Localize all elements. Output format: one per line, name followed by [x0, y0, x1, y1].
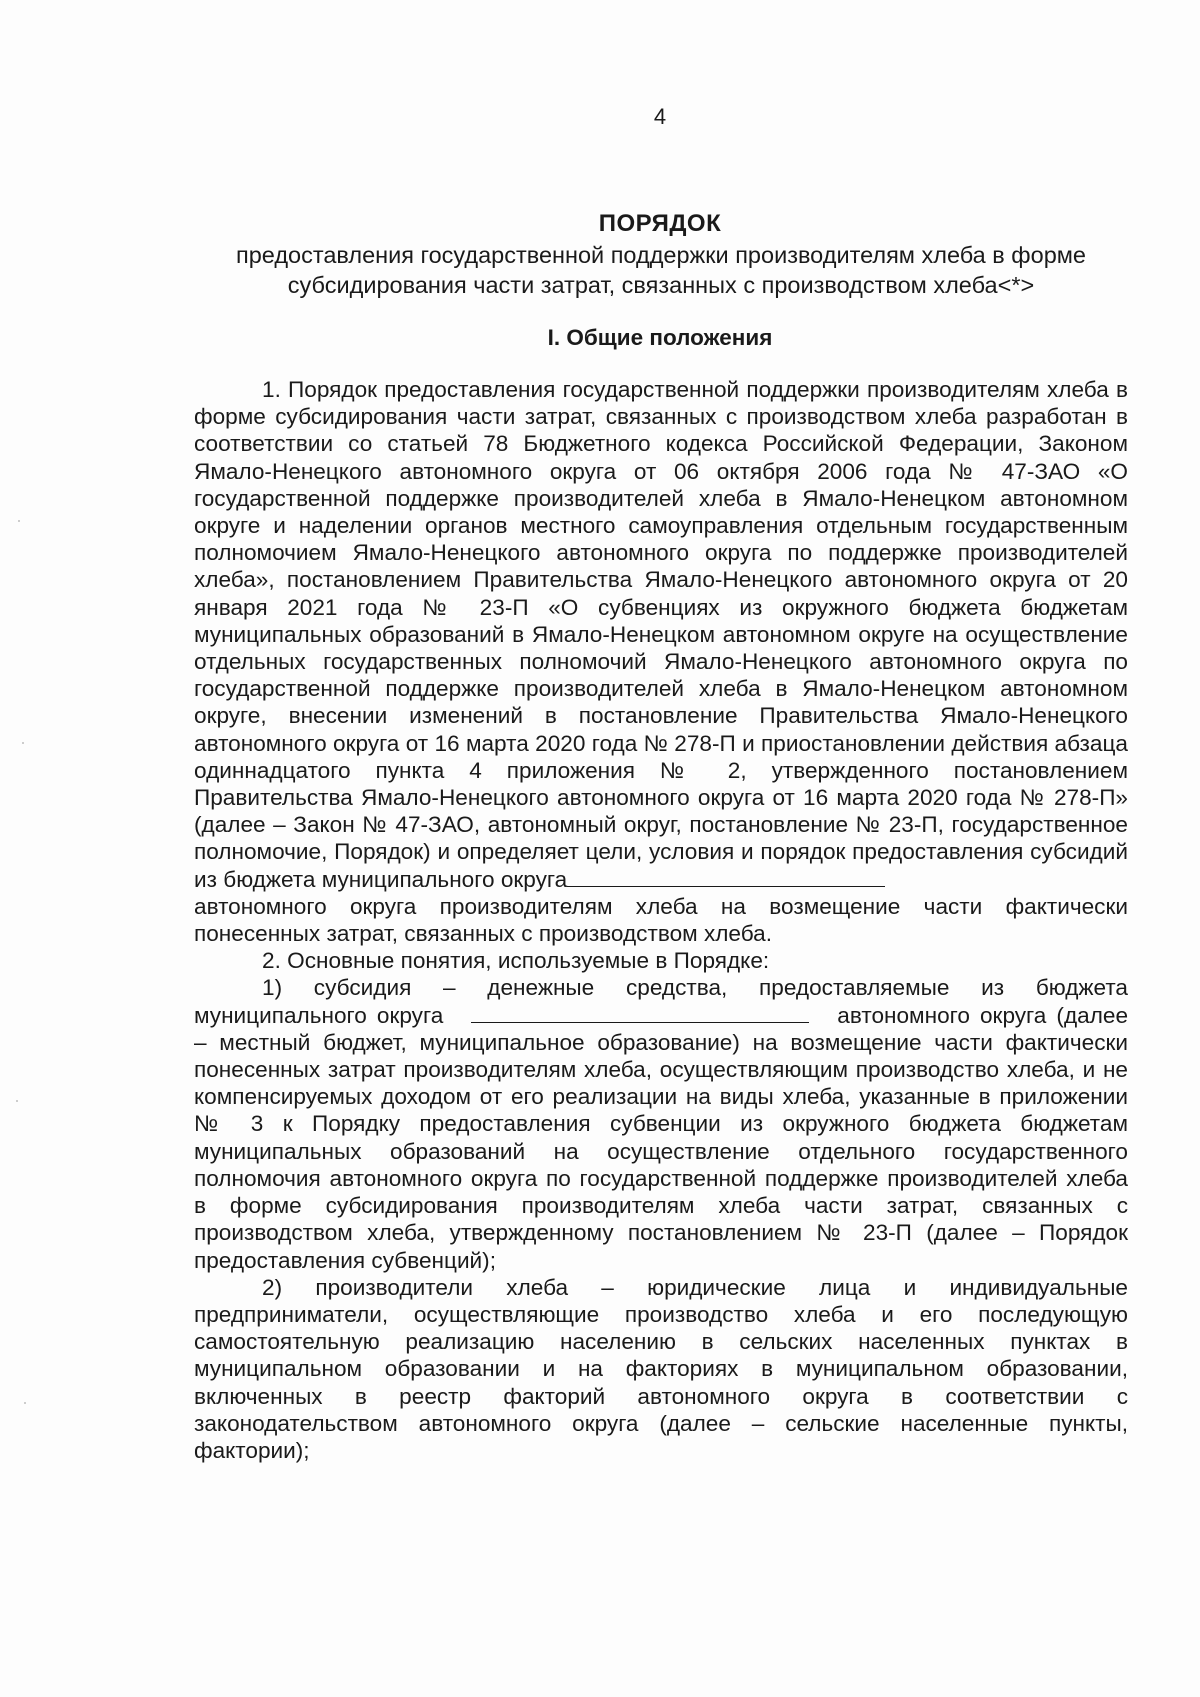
scan-speck [22, 742, 24, 744]
paragraph-3 [194, 974, 1128, 1273]
scan-speck [16, 1100, 18, 1102]
blank-line [567, 868, 885, 887]
section-heading: I. Общие положения [547, 325, 773, 350]
scan-speck [24, 1402, 26, 1404]
paragraph-3-continuation: автономного округа (далее – местный бюджет, муниципальное образование) на возмещение части фактически понесенных затрат производителям хлеба, осуществляющим производство хлеба, и не компенсируемых доходом от его реализации на виды хлеба, указанные в приложении № 3 к Порядку предоставления субвенции из окружного бюджета бюджетам муниципальных образований на осуществление отдельного государственного полномочия автономного округа по государственной поддержке производителей хлеба в форме субсидирования производителям хлеба части затрат, связанных с производством хлеба, утвержденному постановлением № 23-П (далее – Порядок предоставления субвенций); [194, 1002, 1129, 1273]
page-number: 4 [653, 104, 667, 129]
document-title: ПОРЯДОК [598, 210, 722, 237]
document-body [194, 376, 1128, 1464]
paragraph-2: 2. Основные понятия, используемые в Порядке: [262, 948, 770, 974]
paragraph-3-text: 1) субсидия – денежные средства, предоставляемые из бюджета муниципального округа [194, 975, 1128, 1028]
paragraph-1-text: 1. Порядок предоставления государственной поддержки производителям хлеба в форме субсидирования части затрат, связанных с производством хлеба разработан в соответствии со статьей 78 Бюджетного кодекса Российской Федерации, Законом Ямало-Ненецкого автономного округа от 06 октября 2006 года № 47-ЗАО «О государственной поддержке производителей хлеба в Ямало-Ненецком автономном округе и наделении органов местного самоуправления отдельным государственным полномочием Ямало-Ненецкого автономного округа по поддержке производителей хлеба», постановлением Правительства Ямало-Ненецкого автономного округа от 20 января 2021 года № 23-П «О субвенциях из окружного бюджета бюджетам муниципальных образований в Ямало-Ненецком автономном округе на осуществление отдельных государственных полномочий Ямало-Ненецкого автономного округа по государственной поддержке производителей хлеба в Ямало-Ненецком автономном округе, внесении изменений в постановление Правительства Ямало-Ненецкого автономного округа от 16 марта 2020 года № 278-П и приостановлении действия абзаца одиннадцатого пункта 4 приложения № 2, утвержденного постановлением Правительства Ямало-Ненецкого автономного округа от 16 марта 2020 года № 278-П» (далее – Закон № 47-ЗАО, автономный округ, постановление № 23-П, государственное полномочие, Порядок) и определяет цели, условия и порядок предоставления субсидий из бюджета муниципального округа [194, 377, 1128, 892]
paragraph-1 [194, 376, 1128, 893]
scan-speck [18, 520, 20, 522]
document-subtitle: предоставления государственной поддержки производителям хлеба в форме субсидирования части затрат, связанных с производством хлеба<*> [235, 242, 1086, 298]
paragraph-4: 2) производители хлеба – юридические лица и индивидуальные предприниматели, осуществляющие производство хлеба и его последующую самостоятельную реализацию населению в сельских населенных пунктах в муниципальном образовании и на факториях в муниципальном образовании, включенных в реестр факторий автономного округа в соответствии с законодательством автономного округа (далее – сельские населенные пункты, фактории); [194, 1274, 1128, 1463]
paragraph-1-continuation: автономного округа производителям хлеба на возмещение части фактически понесенных затрат, связанных с производством хлеба. [194, 893, 1128, 947]
blank-line [471, 1004, 809, 1023]
